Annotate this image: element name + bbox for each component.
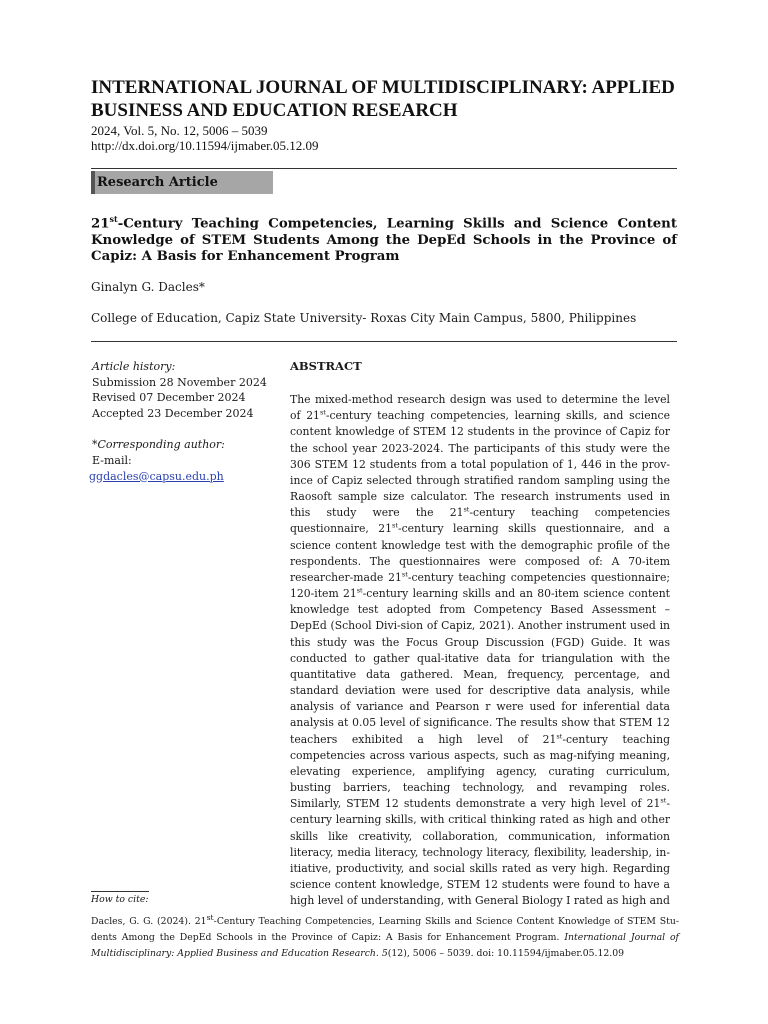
title-number: 21 bbox=[91, 216, 110, 232]
author-name: Ginalyn G. Dacles* bbox=[91, 280, 205, 294]
title-superscript: st bbox=[109, 215, 118, 224]
publication-info bbox=[91, 123, 319, 153]
citation-text: Dacles, G. G. (2024). 21st-Century Teaching Competencies, Learning Skills and Science Content Knowledge of STEM Stu-dents Among the DepEd Schools in the Province of Capiz: A Basis for Enhancement Program. International Journal of Multidisciplinary: Applied Business and Education Research. 5(12), 5006 – 5039. doi: 10.11594/ijmaber.05.12.09 bbox=[91, 913, 679, 960]
doi-line: http://dx.doi.org/10.11594/ijmaber.05.12.09 bbox=[91, 138, 319, 153]
article-info-sidebar bbox=[89, 359, 277, 484]
revised-date: Revised 07 December 2024 bbox=[92, 391, 246, 405]
submission-date: Submission 28 November 2024 bbox=[92, 375, 267, 389]
email-link[interactable]: ggdacles@capsu.edu.ph bbox=[89, 469, 224, 483]
accepted-date: Accepted 23 December 2024 bbox=[92, 406, 254, 420]
abstract-heading: ABSTRACT bbox=[290, 359, 362, 373]
article-type-badge: Research Article bbox=[91, 171, 273, 194]
journal-title: INTERNATIONAL JOURNAL OF MULTIDISCIPLINARY: APPLIED BUSINESS AND EDUCATION RESEARCH bbox=[91, 77, 675, 121]
footnote-rule bbox=[91, 891, 149, 892]
paper-title bbox=[91, 212, 677, 266]
cite-label: How to cite: bbox=[91, 894, 149, 905]
author-affiliation: College of Education, Capiz State University- Roxas City Main Campus, 5800, Philippines bbox=[91, 311, 637, 325]
email-label: E-mail: bbox=[92, 453, 132, 467]
title-text: -Century Teaching Competencies, Learning Skills and Science Content Knowledge of STEM Students Among the DepEd Schools in the Province of Capiz: A Basis for Enhancement Program bbox=[91, 216, 677, 265]
corresponding-label: *Corresponding author: bbox=[92, 438, 225, 452]
abstract-section bbox=[290, 359, 670, 907]
abstract-text: The mixed-method research design was used to determine the level of 21st-century teaching competencies, learning skills, and science content knowledge of STEM 12 students in the province of Capiz for the school year 2023-2024. The participants of this study were the 306 STEM 12 students from a total population of 1, 446 in the prov-ince of Capiz selected through stratified random sampling using the Raosoft sample size calculator. The research instruments used in this study were the 21st-century teaching competencies questionnaire, 21st-century learning skills questionnaire, and a science content knowledge test with the demographic profile of the respondents. The questionnaires were composed of: A 70-item researcher-made 21st-century teaching competencies questionnaire; 120-item 21st-century learning skills and an 80-item science content knowledge test adopted from Competency Based Assessment – DepEd (School Divi-sion of Capiz, 2021). Another instrument used in this study was the Focus Group Discussion (FGD) Guide. It was conducted to gather qual-itative data for triangulation with the quantitative data gathered. Mean, frequency, percentage, and standard deviation were used for descriptive data analysis, while analysis of variance and Pearson r were used for inferential data analysis at 0.05 level of significance. The results show that STEM 12 teachers exhibited a high level of 21st-century teaching competencies across various aspects, such as mag-nifying meaning, elevating experience, amplifying agency, curating curriculum, busting barriers, teaching technology, and revamping roles. Similarly, STEM 12 students demonstrate a very high level of 21st-century learning skills, with critical thinking rated as high and other skills like creativity, collaboration, communication, information literacy, media literacy, technology literacy, flexibility, leadership, in-itiative, productivity, and social skills rated as very high. Regarding science content knowledge, STEM 12 students were found to have a high level of understanding, with General Biology I rated as high and bbox=[290, 393, 670, 907]
history-label: Article history: bbox=[92, 360, 176, 373]
volume-line: 2024, Vol. 5, No. 12, 5006 – 5039 bbox=[91, 123, 268, 138]
header-rule bbox=[91, 168, 677, 169]
affiliation-rule bbox=[91, 341, 677, 342]
